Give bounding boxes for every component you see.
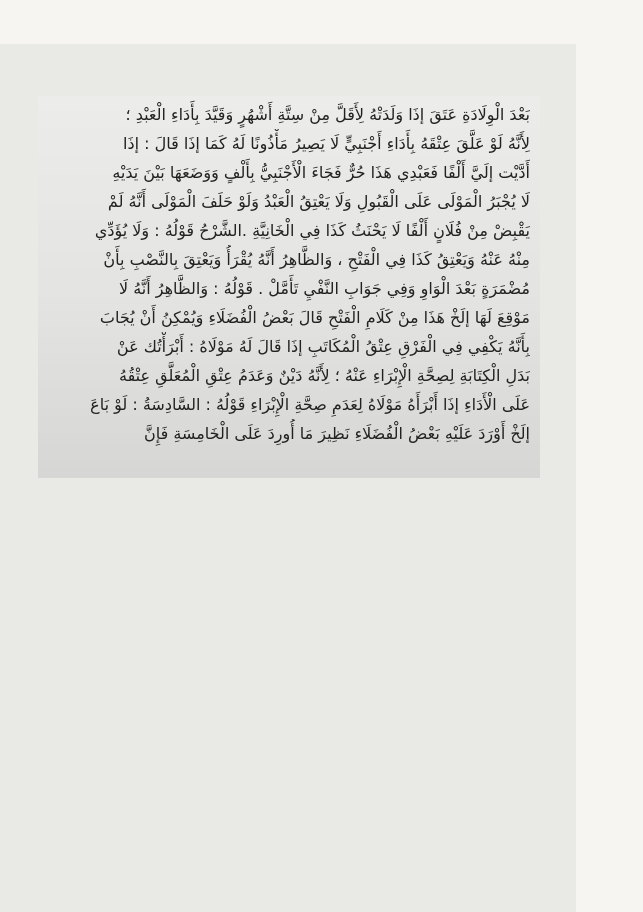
text-line-4: لَا يُجْبَرُ الْمَوْلَى عَلَى الْقَبُولِ وَلَا يَعْتِقُ الْعَبْدُ وَلَوْ حَلَفَ الْمَوْلَى أَنَّهُ لَمْ [107, 192, 530, 211]
text-line-10: بَدَلِ الْكِتَابَةِ لِصِحَّةِ الْإِبْرَاءِ عَنْهُ ؛ لِأَنَّهُ دَيْنٌ وَعَدَمُ عِتْقِ الْمُعَلَّقِ عِتْقُهُ [118, 366, 530, 385]
text-line-2: لِأَنَّهُ لَوْ عَلَّقَ عِتْقَهُ بِأَدَاءِ أَجْنَبِيٍّ لَا يَصِيرُ مَأْذُونًا لَهُ كَمَا إذَا قَالَ : إذَا [123, 134, 530, 153]
text-block [38, 96, 540, 478]
text-line-12: إلَخْ أَوْرَدَ عَلَيْهِ بَعْضُ الْفُضَلَاءِ نَظِيرَ مَا أُورِدَ عَلَى الْخَامِسَةِ فَإِنَّ [143, 424, 530, 443]
text-line-5: يَقْبِضْ مِنْ فُلَانٍ أَلْفًا لَا يَحْنَثُ كَذَا فِي الْخَانِيَّةِ .الشَّرْحُ قَوْلُهُ : وَلَا يُؤَدِّي [94, 221, 530, 240]
text-line-6: مِنْهُ عَنْهُ وَيَعْتِقُ كَذَا فِي الْفَتْحِ ، وَالظَّاهِرُ أَنَّهُ يُقْرَأُ وَيَعْتِقَ بِالنَّصْبِ بِأَنْ [103, 250, 530, 269]
text-line-9: بِأَنَّهُ يَكْفِي فِي الْفَرْقِ عِتْقُ الْمُكَاتَبِ إذَا قَالَ لَهُ مَوْلَاهُ : أَبْرَأْتُك عَنْ [116, 337, 530, 356]
text-line-11: عَلَى الْأَدَاءِ إذَا أَبْرَأَهُ مَوْلَاهُ لِعَدَمِ صِحَّةِ الْإِبْرَاءِ قَوْلُهُ : السَّادِسَةُ : لَوْ بَاعَ [90, 395, 530, 414]
text-line-1: بَعْدَ الْوِلَادَةِ عَتَقَ إذَا وَلَدَتْهُ لِأَقَلَّ مِنْ سِتَّةِ أَشْهُرٍ وَقَيَّدَ بِأَدَاءِ الْعَبْدِ ؛ [125, 105, 530, 124]
text-line-3: أَدَّيْت إلَيَّ أَلْفًا فَعَبْدِي هَذَا حُرٌّ فَجَاءَ الْأَجْنَبِيُّ بِأَلْفٍ وَوَضَعَهَا بَيْنَ يَدَيْهِ [112, 163, 530, 182]
document-page [0, 44, 576, 912]
text-line-8: مَوْقِعَ لَهَا إلَخْ هَذَا مِنْ كَلَامِ الْفَتْحِ قَالَ بَعْضُ الْفُضَلَاءِ وَيُمْكِنُ أَنْ يُجَابَ [99, 308, 530, 327]
text-line-7: مُضْمَرَةٍ بَعْدَ الْوَاوِ وَفِي جَوَابِ النَّفْيِ تَأَمَّلْ . قَوْلُهُ : وَالظَّاهِرُ أَنَّهُ لَا [119, 279, 530, 298]
